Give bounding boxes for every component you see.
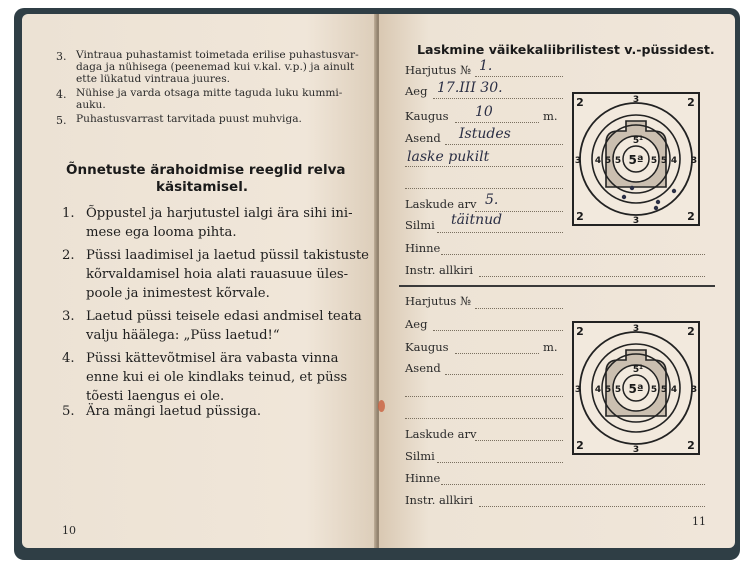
silmi-value[interactable]: täitnud (451, 212, 503, 228)
rule-line: Õppustel ja harjutustel ialgi ära sihi ini- (86, 206, 353, 221)
divider (399, 285, 715, 287)
target-inner-label: 5 (632, 136, 640, 146)
target-edge-label: 3 (574, 385, 582, 395)
target-center-label: 5ª (628, 153, 644, 167)
rule-number: 4. (62, 351, 75, 366)
laskude-value[interactable]: 5. (485, 192, 499, 208)
rule-number: 1. (62, 206, 75, 221)
target-ring5-label: 5 (660, 156, 668, 166)
target-sup-label: 1 (638, 364, 644, 371)
target-edge-label: 3 (574, 156, 582, 166)
target-corner-label: 2 (687, 325, 695, 338)
ink-stain (378, 400, 385, 412)
shot-hole-mark (622, 195, 626, 199)
section-heading: Õnnetuste ärahoidmise reeglid relva (66, 162, 346, 178)
harjutus-value[interactable]: 1. (479, 58, 493, 74)
target-corner-label: 2 (576, 439, 584, 452)
hinne-label: Hinne (405, 471, 441, 485)
rule-line: Ära mängi laetud püssiga. (86, 404, 262, 419)
target-corner-label: 2 (687, 439, 695, 452)
left-page (22, 14, 377, 548)
intro-item-line: Vintraua puhastamist toimetada erilise puhastusvar- (76, 49, 359, 61)
target-inner-label: 5 (632, 365, 640, 375)
page-title: Laskmine väikekaliibrilistest v.-püssidest. (417, 42, 715, 57)
right-page (379, 14, 735, 548)
laskude-label: Laskude arv (405, 427, 477, 441)
intro-item-line: Nühise ja varda otsaga mitte taguda luku kummi- (76, 87, 343, 99)
target-corner-label: 2 (687, 210, 695, 223)
laskude-label: Laskude arv (405, 197, 477, 211)
target-sup-label: 1 (638, 135, 644, 142)
shot-hole-mark (656, 200, 660, 204)
target-corner-label: 2 (576, 96, 584, 109)
rule-number: 5. (62, 404, 75, 419)
silmi-label: Silmi (405, 449, 435, 463)
asend-extra-value[interactable]: laske pukilt (407, 149, 490, 165)
silmi-label: Silmi (405, 218, 435, 232)
intro-item-line: Puhastusvarrast tarvitada puust muhviga. (76, 113, 302, 125)
target-edge-label: 3 (632, 216, 640, 226)
intro-item-line: ette lükatud vintraua juures. (76, 73, 231, 85)
rule-line: mese ega looma pihta. (86, 225, 237, 240)
aeg-value[interactable]: 17.III 30. (437, 80, 503, 96)
target-inner-label: 5 (650, 156, 658, 166)
intro-item-number: 5. (56, 114, 67, 127)
unit-m: m. (543, 109, 558, 123)
target-edge-label: 3 (632, 95, 640, 105)
target-ring4-label: 4 (670, 156, 678, 166)
rule-number: 2. (62, 248, 75, 263)
kaugus-label: Kaugus (405, 109, 449, 123)
shot-hole-mark (654, 206, 658, 210)
page-number-right: 11 (692, 515, 706, 528)
harjutus-label: Harjutus № (405, 294, 471, 308)
target-edge-label: 3 (632, 445, 640, 455)
target-center-label: 5ª (628, 382, 644, 396)
target-diagram (572, 92, 700, 226)
intro-item-number: 4. (56, 88, 67, 101)
target-edge-label: 3 (632, 324, 640, 334)
intro-item-line: auku. (76, 99, 106, 111)
shot-hole-mark (672, 189, 676, 193)
rule-line: Püssi kättevõtmisel ära vabasta vinna (86, 351, 339, 366)
rule-line: Laetud püssi teisele edasi andmisel teata (86, 309, 362, 324)
target-ring4-label: 4 (594, 385, 602, 395)
target-corner-label: 2 (687, 96, 695, 109)
kaugus-value[interactable]: 10 (475, 104, 493, 120)
rule-line: tõesti laengus ei ole. (86, 389, 225, 404)
target-ring5-label: 5 (604, 156, 612, 166)
asend-label: Asend (405, 131, 441, 145)
target-ring5-label: 5 (604, 385, 612, 395)
rule-line: kõrvaldamisel hoia alati rauasuue üles- (86, 267, 349, 282)
rule-line: Püssi laadimisel ja laetud püssil takistuste (86, 248, 369, 263)
target-edge-label: 3 (690, 156, 698, 166)
page-number-left: 10 (62, 524, 76, 537)
kaugus-label: Kaugus (405, 340, 449, 354)
asend-value[interactable]: Istudes (459, 126, 511, 142)
target-corner-label: 2 (576, 325, 584, 338)
target-ring5-label: 5 (660, 385, 668, 395)
target-inner-label: 5 (614, 385, 622, 395)
shot-hole-mark (630, 186, 634, 190)
rule-number: 3. (62, 309, 75, 324)
unit-m: m. (543, 340, 558, 354)
aeg-label: Aeg (405, 84, 428, 98)
target-diagram (572, 321, 700, 455)
target-ring4-label: 4 (594, 156, 602, 166)
instr-label: Instr. allkiri (405, 263, 474, 277)
rule-line: valju häälega: „Püss laetud!“ (86, 328, 280, 343)
aeg-label: Aeg (405, 317, 428, 331)
rule-line: poole ja inimestest kõrvale. (86, 286, 270, 301)
section-heading: käsitamisel. (156, 179, 248, 195)
intro-item-line: daga ja nühisega (peenemad kui v.kal. v.p.) ja ainult (76, 61, 355, 73)
target-edge-label: 3 (690, 385, 698, 395)
intro-item-number: 3. (56, 50, 67, 63)
target-inner-label: 5 (650, 385, 658, 395)
asend-label: Asend (405, 361, 441, 375)
target-inner-label: 5 (614, 156, 622, 166)
target-ring4-label: 4 (670, 385, 678, 395)
harjutus-label: Harjutus № (405, 63, 471, 77)
target-corner-label: 2 (576, 210, 584, 223)
hinne-label: Hinne (405, 241, 441, 255)
instr-label: Instr. allkiri (405, 493, 474, 507)
rule-line: enne kui ei ole kindlaks teinud, et püss (86, 370, 348, 385)
